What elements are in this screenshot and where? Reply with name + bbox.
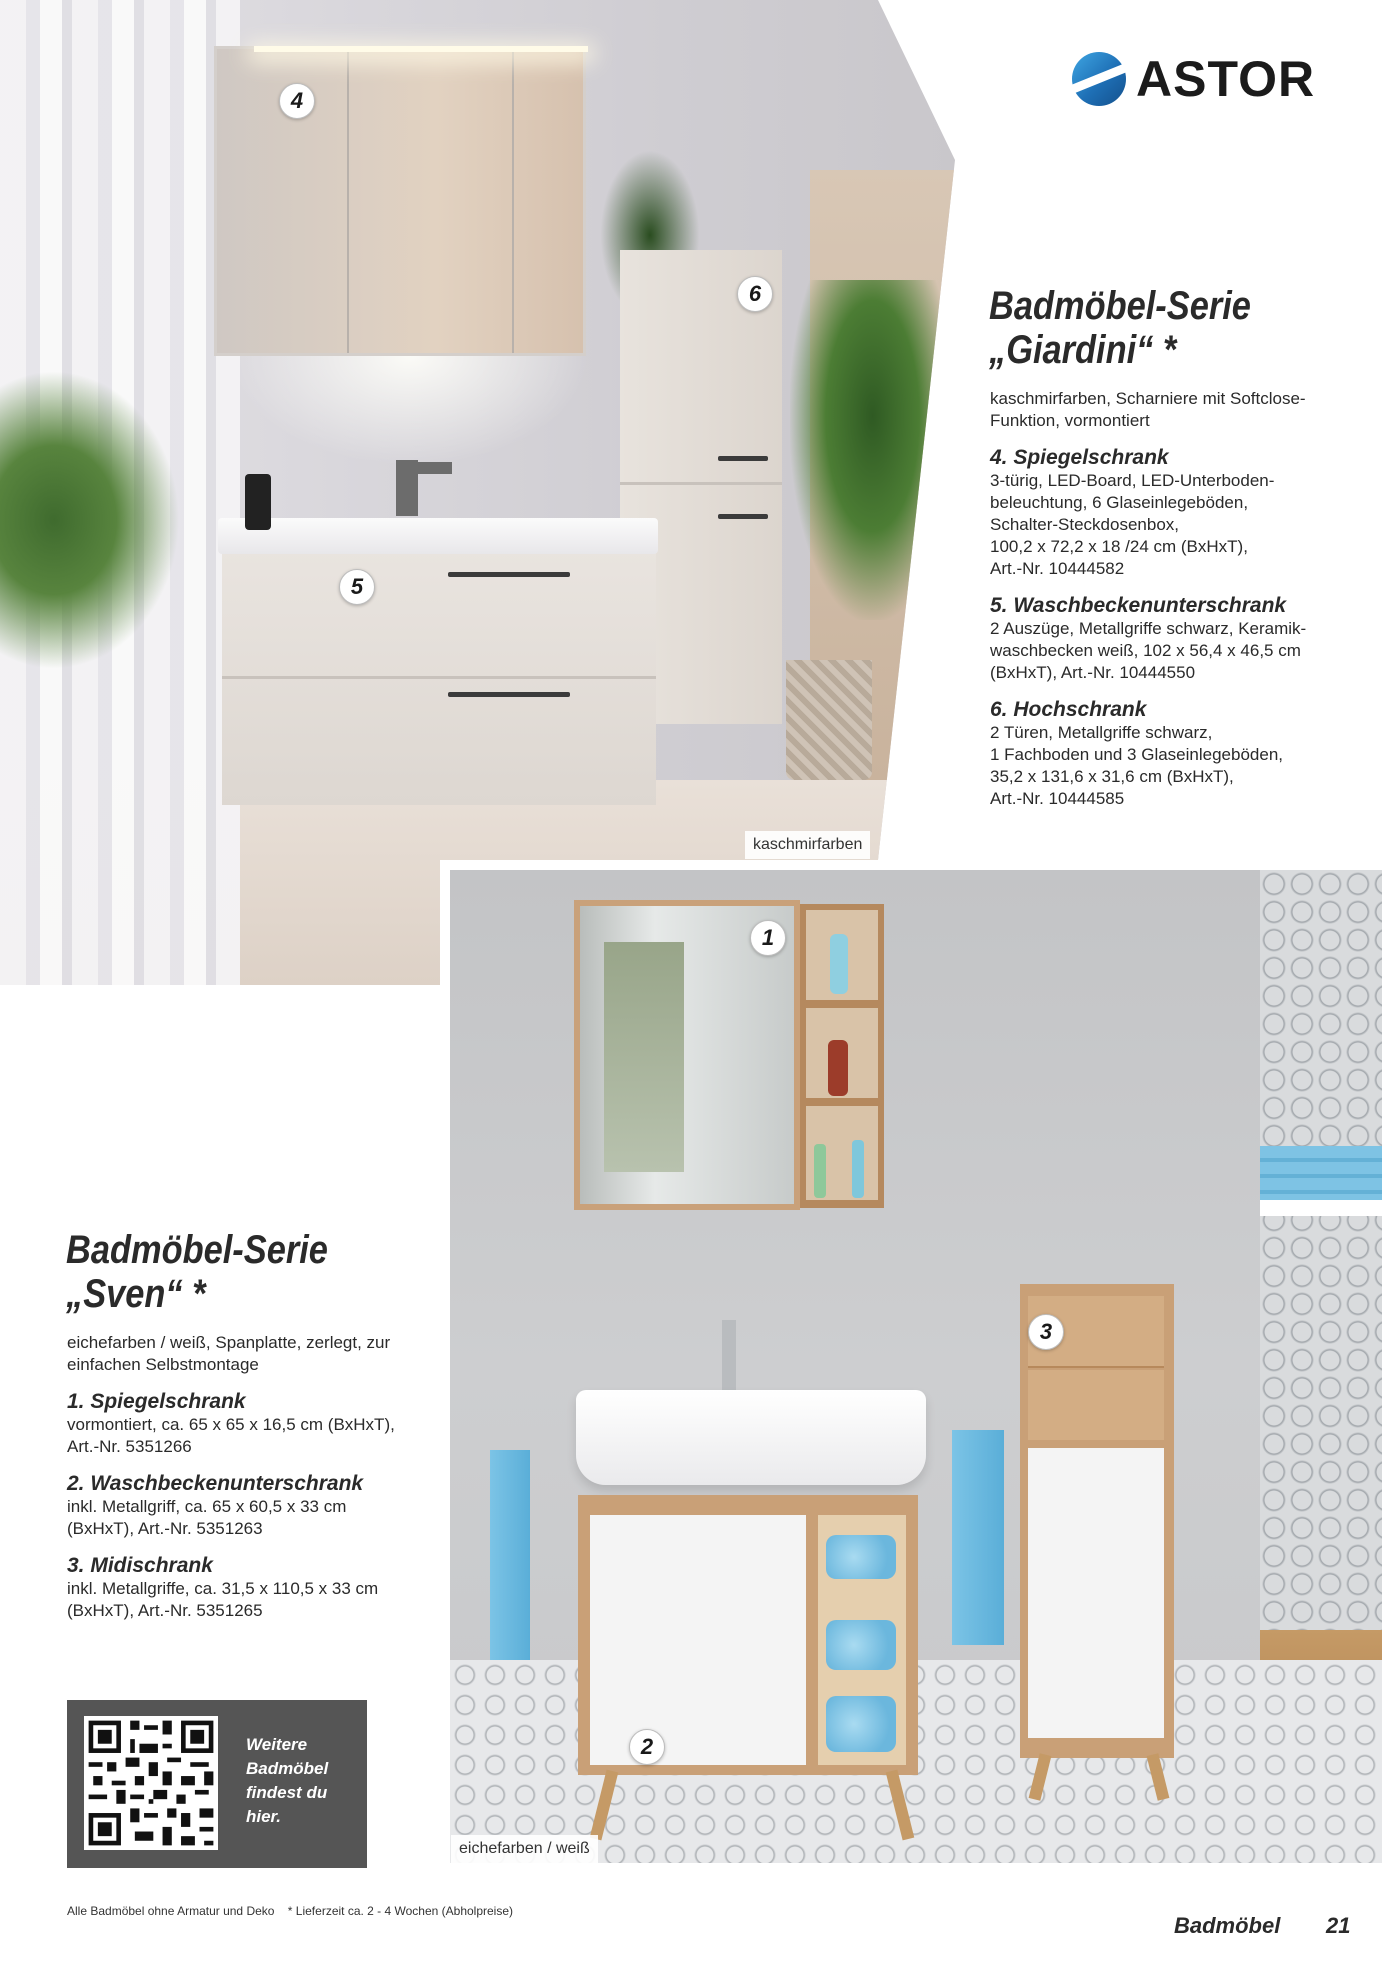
badge-4: 4 — [279, 83, 315, 119]
ceramic-basin — [218, 518, 658, 554]
badge-3: 3 — [1028, 1314, 1064, 1350]
stacked-towels — [1260, 1146, 1382, 1200]
sven-text — [67, 1332, 437, 1622]
faucet-arm — [396, 462, 452, 474]
item-3-title: 3. Midischrank — [67, 1554, 213, 1577]
sven-description: eichefarben / weiß, Spanplatte, zerlegt, zur einfachen Selbstmontage — [67, 1333, 391, 1374]
towel — [826, 1696, 896, 1752]
item-6-title: 6. Hochschrank — [990, 698, 1147, 721]
qr-code-graphic — [84, 1716, 218, 1850]
plant-left — [0, 370, 180, 670]
item-3-details: inkl. Metallgriffe, ca. 31,5 x 110,5 x 33 cm (BxHxT), Art.-Nr. 5351265 — [67, 1579, 379, 1620]
item-6-details: 2 Türen, Metallgriffe schwarz, 1 Fachboden und 3 Glaseinlegeböden, 35,2 x 131,6 x 31,6 cm (BxHxT), Art.-Nr. 10444585 — [990, 723, 1284, 808]
giardini-description: kaschmirfarben, Scharniere mit Softclose- Funktion, vormontiert — [990, 389, 1306, 430]
mirror-reflection — [604, 942, 684, 1172]
door-seam — [512, 49, 514, 353]
item-1-details: vormontiert, ca. 65 x 65 x 16,5 cm (BxHxT), Art.-Nr. 5351266 — [67, 1415, 395, 1456]
towel — [826, 1620, 896, 1670]
item-5 — [990, 594, 1350, 684]
drawer-seam — [222, 676, 656, 679]
astor-logo — [1072, 50, 1332, 110]
item-2-details: inkl. Metallgriff, ca. 65 x 60,5 x 33 cm (BxHxT), Art.-Nr. 5351263 — [67, 1497, 347, 1538]
tall-cabinet-seam — [620, 482, 782, 485]
mirror-cabinet-4 — [214, 46, 586, 356]
faucet — [722, 1320, 736, 1392]
led-board — [254, 46, 588, 52]
towel — [826, 1535, 896, 1579]
midi-drawer — [1028, 1370, 1164, 1440]
qr-promo-text[interactable]: Weitere Badmöbel findest du hier. — [246, 1735, 329, 1826]
vanity-door — [590, 1515, 806, 1765]
ceramic-sink — [576, 1390, 926, 1485]
bottle — [828, 1040, 848, 1096]
wall-pattern — [1260, 870, 1382, 1630]
wall-shelf — [1260, 1200, 1382, 1216]
item-2 — [67, 1472, 437, 1540]
item-5-title: 5. Waschbeckenunterschrank — [990, 594, 1287, 617]
page-number: 21 — [1326, 1913, 1351, 1938]
bottle — [814, 1144, 826, 1198]
item-3 — [67, 1554, 437, 1622]
sven-color-caption: eichefarben / weiß — [451, 1835, 598, 1863]
globe-swoosh-icon — [1072, 52, 1126, 106]
drawer-handle — [448, 572, 570, 577]
item-1-title: 1. Spiegelschrank — [67, 1390, 246, 1413]
bottle — [830, 934, 848, 994]
badge-2: 2 — [629, 1729, 665, 1765]
soap-bottle — [245, 474, 271, 530]
hanging-towel-left — [490, 1450, 530, 1660]
basket — [786, 660, 872, 780]
hanging-towel-right — [952, 1430, 1004, 1645]
giardini-text — [990, 388, 1350, 810]
badge-5: 5 — [339, 569, 375, 605]
drawer-handle — [448, 692, 570, 697]
door-seam — [347, 49, 349, 353]
giardini-color-caption: kaschmirfarben — [745, 831, 870, 859]
open-shelf — [800, 904, 884, 1208]
cabinet-handle — [718, 456, 768, 461]
item-4-details: 3-türig, LED-Board, LED-Unterboden- beleuchtung, 6 Glaseinlegeböden, Schalter-Steckdosenbox, 100,2 x 72,2 x 18 /24 cm (BxHxT), Art.-Nr. 10444582 — [990, 471, 1275, 578]
logo-wordmark: ASTOR — [1136, 51, 1316, 107]
sven-photo — [450, 870, 1382, 1863]
item-2-title: 2. Waschbeckenunterschrank — [67, 1472, 364, 1495]
led-glow — [230, 356, 590, 466]
qr-code-icon[interactable] — [84, 1716, 218, 1850]
item-6 — [990, 698, 1350, 810]
item-4-title: 4. Spiegelschrank — [990, 446, 1169, 469]
plant-right — [790, 280, 955, 620]
footnote: Alle Badmöbel ohne Armatur und Deko * Lieferzeit ca. 2 - 4 Wochen (Abholpreise) — [67, 1904, 514, 1918]
badge-1: 1 — [750, 920, 786, 956]
item-5-details: 2 Auszüge, Metallgriffe schwarz, Keramik- waschbecken weiß, 102 x 56,4 x 46,5 cm (BxHxT), Art.-Nr. 10444550 — [990, 619, 1307, 682]
footer-section-name: Badmöbel — [1174, 1913, 1281, 1938]
bottle — [852, 1140, 864, 1198]
giardini-title: Badmöbel-Serie „Giardini“ * — [989, 284, 1251, 372]
badge-6: 6 — [737, 276, 773, 312]
sven-title: Badmöbel-Serie „Sven“ * — [66, 1228, 328, 1316]
cabinet-handle — [718, 514, 768, 519]
item-4 — [990, 446, 1350, 580]
item-1 — [67, 1390, 437, 1458]
midi-door — [1028, 1448, 1164, 1738]
